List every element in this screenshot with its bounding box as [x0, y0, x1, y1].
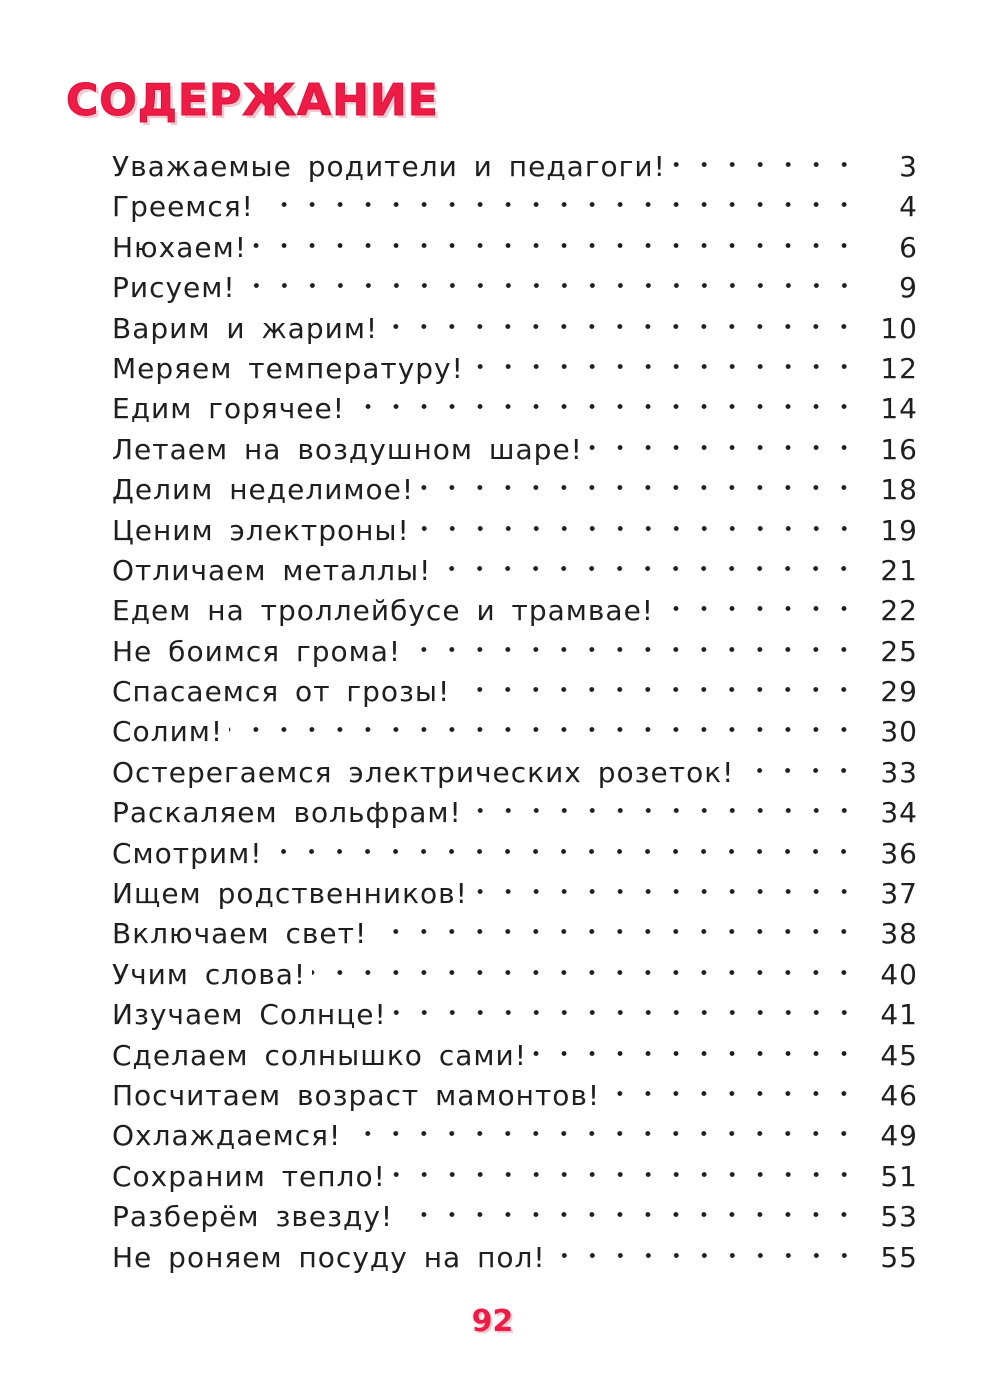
toc-entry-title: Охлаждаемся! — [112, 1119, 342, 1153]
toc-dot-leader — [407, 621, 858, 661]
toc-entry-page: 36 — [880, 836, 918, 870]
toc-entry-page: 37 — [880, 877, 918, 911]
toc-entry-page: 10 — [880, 311, 918, 345]
toc-entry-title: Едем на троллейбусе и трамвае! — [112, 594, 655, 628]
toc-entry-page: 49 — [880, 1119, 918, 1153]
toc-entry-title: Учим слова! — [112, 957, 307, 991]
toc-entry-title: Посчитаем возраст мамонтов! — [112, 1078, 601, 1112]
toc-entry-title: Сделаем солнышко сами! — [112, 1038, 527, 1072]
toc-dot-leader — [393, 984, 858, 1024]
toc-entry-title: Летаем на воздушном шаре! — [112, 432, 583, 466]
toc-entry-title: Ценим электроны! — [112, 513, 410, 547]
toc-dot-leader — [253, 217, 858, 257]
toc-entry-page: 38 — [880, 917, 918, 951]
toc-dot-leader — [268, 823, 858, 863]
toc-entry-title: Отличаем металлы! — [112, 553, 432, 587]
table-of-contents — [112, 136, 918, 1274]
toc-entry-page: 9 — [899, 271, 918, 305]
toc-entry-page: 18 — [880, 473, 918, 507]
toc-dot-leader — [552, 1227, 858, 1267]
toc-dot-leader — [229, 701, 858, 741]
toc-dot-leader — [589, 419, 858, 459]
toc-entry-page: 33 — [880, 755, 918, 789]
toc-entry-page: 34 — [880, 796, 918, 830]
toc-dot-leader — [384, 298, 858, 338]
toc-entry-title: Включаем свет! — [112, 917, 368, 951]
toc-entry-page: 51 — [880, 1159, 918, 1193]
toc-entry-page: 25 — [880, 634, 918, 668]
toc-entry-title: Варим и жарим! — [112, 311, 379, 345]
toc-entry-page: 22 — [880, 594, 918, 628]
toc-entry-title: Уважаемые родители и педагоги! — [112, 150, 666, 183]
toc-entry-title: Греемся! — [112, 190, 254, 224]
toc-entry-title: Солим! — [112, 715, 224, 749]
toc-dot-leader — [470, 338, 858, 378]
toc-dot-leader — [468, 782, 858, 822]
toc-dot-leader — [456, 661, 858, 701]
toc-entry-page: 45 — [880, 1038, 918, 1072]
toc-entry-title: Ищем родственников! — [112, 877, 468, 911]
toc-dot-leader — [373, 903, 858, 943]
toc-entry-page: 29 — [880, 675, 918, 709]
toc-entry-title: Не боимся грома! — [112, 634, 402, 668]
page-title: СОДЕРЖАНИЕ — [66, 75, 439, 127]
toc-entry-page: 3 — [899, 150, 918, 183]
toc-dot-leader — [740, 742, 858, 782]
toc-entry-title: Спасаемся от грозы! — [112, 675, 451, 709]
toc-entry-page: 41 — [880, 998, 918, 1032]
toc-entry-title: Остерегаемся электрических розеток! — [112, 755, 735, 789]
toc-entry-page: 40 — [880, 957, 918, 991]
toc-dot-leader — [351, 378, 858, 418]
toc-dot-leader — [416, 500, 858, 540]
toc-entry-page: 16 — [880, 432, 918, 466]
toc-entry-title: Раскаляем вольфрам! — [112, 796, 462, 830]
toc-dot-leader — [312, 944, 858, 984]
toc-dot-leader — [606, 1065, 858, 1105]
toc-dot-leader — [672, 136, 858, 176]
toc-dot-leader — [399, 1186, 858, 1226]
toc-entry-page: 12 — [880, 351, 918, 385]
toc-dot-leader — [437, 540, 858, 580]
toc-entry-title: Делим неделимое! — [112, 473, 415, 507]
toc-entry-title: Рисуем! — [112, 271, 236, 305]
toc-dot-leader — [392, 1146, 858, 1186]
toc-dot-leader — [474, 863, 858, 903]
toc-entry-page: 55 — [880, 1240, 918, 1274]
page-number: 92 — [471, 1304, 514, 1339]
toc-entry-page: 4 — [899, 190, 918, 224]
toc-entry-page: 21 — [880, 553, 918, 587]
toc-entry — [112, 742, 918, 789]
toc-dot-leader — [533, 1025, 858, 1065]
toc-entry-page: 6 — [899, 230, 918, 264]
toc-entry-page: 53 — [880, 1200, 918, 1234]
toc-entry-page: 14 — [880, 392, 918, 426]
toc-dot-leader — [242, 257, 858, 297]
toc-entry-title: Нюхаем! — [112, 230, 247, 264]
toc-entry-title: Сохраним тепло! — [112, 1159, 386, 1193]
toc-dot-leader — [660, 580, 858, 620]
toc-dot-leader — [260, 176, 858, 216]
toc-entry-title: Изучаем Солнце! — [112, 998, 387, 1032]
toc-entry-page: 19 — [880, 513, 918, 547]
toc-entry-page: 46 — [880, 1078, 918, 1112]
toc-entry-title: Не роняем посуду на пол! — [112, 1240, 546, 1274]
toc-entry-title: Едим горячее! — [112, 392, 345, 426]
toc-entry-title: Смотрим! — [112, 836, 263, 870]
toc-entry-page: 30 — [880, 715, 918, 749]
toc-dot-leader — [420, 459, 858, 499]
toc-entry — [112, 701, 918, 749]
toc-dot-leader — [347, 1105, 858, 1145]
toc-entry-title: Разберём звезду! — [112, 1200, 394, 1234]
toc-entry-title: Меряем температуру! — [112, 351, 464, 385]
toc-entry — [112, 136, 918, 183]
